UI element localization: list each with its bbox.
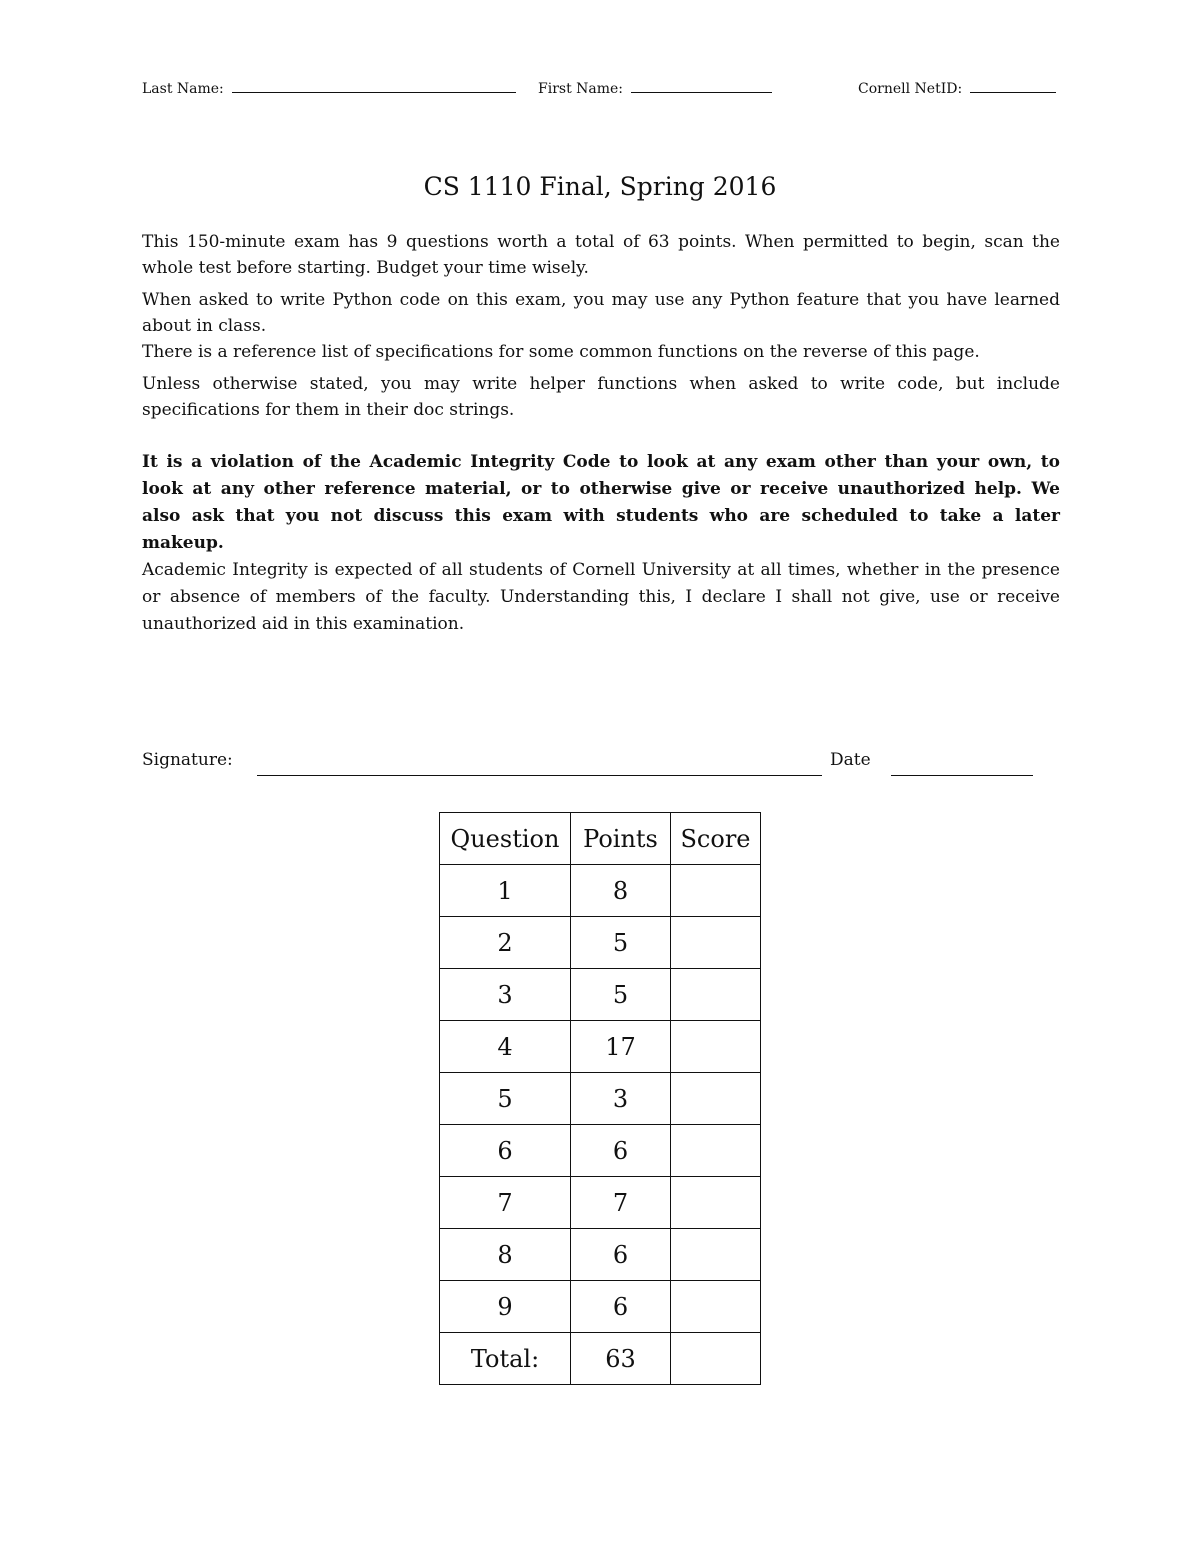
score-cell[interactable] xyxy=(671,969,761,1021)
question-points: 7 xyxy=(571,1177,671,1229)
table-row xyxy=(440,969,761,1021)
score-cell[interactable] xyxy=(671,1177,761,1229)
score-table xyxy=(439,812,761,1385)
first-name-field xyxy=(538,80,772,97)
instructions-paragraph-4: Unless otherwise stated, you may write helper functions when asked to write code, but include specifications for them in their doc strings. xyxy=(142,374,1060,420)
question-number: 8 xyxy=(440,1229,571,1281)
question-points: 5 xyxy=(571,969,671,1021)
question-number: 4 xyxy=(440,1021,571,1073)
first-name-label: First Name: xyxy=(538,81,624,97)
question-points: 5 xyxy=(571,917,671,969)
date-label: Date xyxy=(830,750,871,770)
name-header xyxy=(142,80,1062,104)
question-header: Question xyxy=(440,813,571,865)
question-number: 1 xyxy=(440,865,571,917)
exam-title: CS 1110 Final, Spring 2016 xyxy=(423,172,777,201)
total-score-cell[interactable] xyxy=(671,1333,761,1385)
question-points: 6 xyxy=(571,1125,671,1177)
points-header: Points xyxy=(571,813,671,865)
table-row xyxy=(440,1177,761,1229)
netid-field xyxy=(858,80,1056,97)
table-row xyxy=(440,1125,761,1177)
question-number: 5 xyxy=(440,1073,571,1125)
signature-blank[interactable] xyxy=(257,775,822,776)
question-number: 3 xyxy=(440,969,571,1021)
instructions-paragraph-3: There is a reference list of specifications for some common functions on the reverse of this page. xyxy=(142,342,980,362)
score-cell[interactable] xyxy=(671,917,761,969)
score-cell[interactable] xyxy=(671,865,761,917)
signature-row xyxy=(142,750,1042,780)
total-label: Total: xyxy=(440,1333,571,1385)
last-name-blank[interactable] xyxy=(232,80,516,93)
question-points: 6 xyxy=(571,1281,671,1333)
score-cell[interactable] xyxy=(671,1125,761,1177)
question-points: 6 xyxy=(571,1229,671,1281)
last-name-label: Last Name: xyxy=(142,81,224,97)
signature-label: Signature: xyxy=(142,750,233,770)
netid-blank[interactable] xyxy=(970,80,1056,93)
instructions xyxy=(142,229,1060,429)
last-name-field xyxy=(142,80,516,97)
table-row xyxy=(440,1073,761,1125)
table-row xyxy=(440,1021,761,1073)
question-points: 3 xyxy=(571,1073,671,1125)
question-number: 2 xyxy=(440,917,571,969)
score-cell[interactable] xyxy=(671,1021,761,1073)
score-cell[interactable] xyxy=(671,1281,761,1333)
table-row xyxy=(440,865,761,917)
question-points: 8 xyxy=(571,865,671,917)
academic-integrity-section xyxy=(142,449,1060,638)
table-row xyxy=(440,1229,761,1281)
table-row xyxy=(440,1281,761,1333)
instructions-paragraph-2: When asked to write Python code on this exam, you may use any Python feature that you have learned about in class. xyxy=(142,290,1060,336)
question-number: 9 xyxy=(440,1281,571,1333)
question-number: 6 xyxy=(440,1125,571,1177)
question-points: 17 xyxy=(571,1021,671,1073)
integrity-warning: It is a violation of the Academic Integrity Code to look at any exam other than your own, to look at any other reference material, or to otherwise give or receive unauthorized help. We also ask that you not discuss this exam with students who are scheduled to take a later makeup. xyxy=(142,452,1060,553)
date-blank[interactable] xyxy=(891,775,1033,776)
score-cell[interactable] xyxy=(671,1229,761,1281)
question-number: 7 xyxy=(440,1177,571,1229)
netid-label: Cornell NetID: xyxy=(858,81,963,97)
integrity-statement: Academic Integrity is expected of all students of Cornell University at all times, whether in the presence or absence of members of the faculty. Understanding this, I declare I shall not give, use or receive unauthorized aid in this examination. xyxy=(142,560,1060,634)
table-row xyxy=(440,917,761,969)
score-cell[interactable] xyxy=(671,1073,761,1125)
score-header: Score xyxy=(671,813,761,865)
table-header-row xyxy=(440,813,761,865)
first-name-blank[interactable] xyxy=(631,80,772,93)
instructions-paragraph-1: This 150-minute exam has 9 questions worth a total of 63 points. When permitted to begin, scan the whole test before starting. Budget your time wisely. xyxy=(142,232,1060,278)
total-points: 63 xyxy=(571,1333,671,1385)
total-row xyxy=(440,1333,761,1385)
